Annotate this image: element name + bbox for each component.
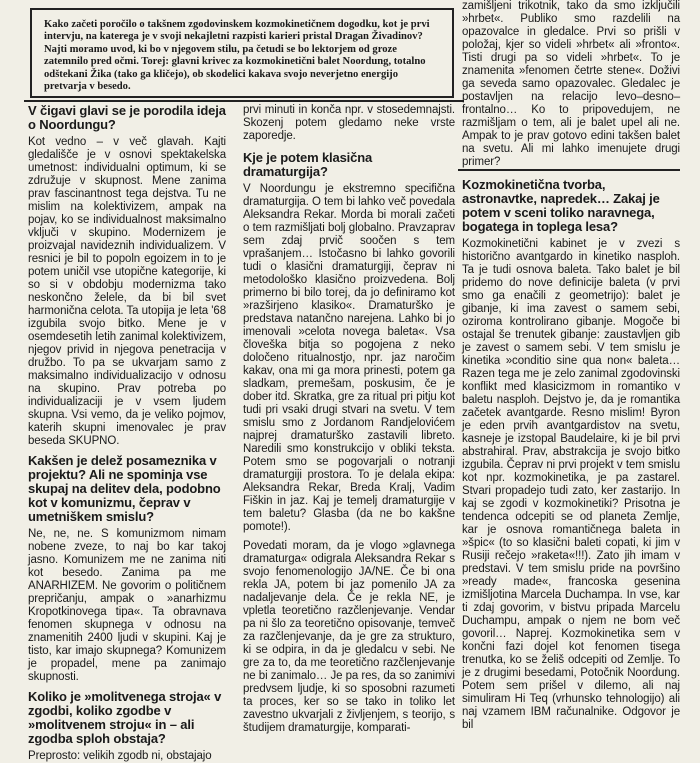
answer-3: Preprosto: velikih zgodb ni, obstajajo <box>28 750 212 762</box>
answer-5: Kozmokinetični kabinet je v zvezi s historično avantgardo in kinetiko nasploh. Ta je tudi osnova baleta. Tako balet je bil pridemo do nove definicije baleta (v prvi smo ga enačili z geometrijo): balet je gibanje, ki ima zavest o samem sebi, oziroma kontrolirano gibanje. Mogoče bi ostajal še trenutek gibanje: zaustavljen gib je zavest o samem sebi. V tem smislu je kinetika »conditio sine qua non« baleta… Razen tega me je zelo zanimal zgodovinski konflikt med klasicizmom in romantiko v baletu nasploh. Dejstvo je, da je romantika začetek avantgarde. Resno mislim! Byron je eden prvih avantgardistov na svetu, kasneje je izstopal Baudelaire, ki je bil prvi abstrahiral. Prav, abstrakcija je svojo bitko izgubila. Čeprav ni prvi projekt v tem smislu kot npr. kozmokinetika, je pa zastarel. Stvari propadejo tudi zato, ker zastarijo. In kaj se zgodi v kozmokinetiki? Prisotna je tendenca odcepiti se od planeta Zemlje, kar je osnova romantičnega baleta in »špic« (to so klasični baleti copati, ki jim v Rusiji rečejo »raketa«!!!). Zato jih imam v predstavi. V tem smislu pride na površino »ready made«, francoska gesenina izmišljotina Marcela Duchampa. In vse, kar ti zdaj govorim, v bistvu pripada Marcelu Duchampu, ampak o njem ne bom več govoril… Naprej. Kozmokinetika sem v končni fazi dojel kot fenomen tisega trenutka, ko se želiš odcepiti od Zemlje. To je z drugimi besedami, Potočnik Noordung. Potem sem prišel v dilemo, ali naj simuliram Hi Teq (vrhunsko tehnologijo) ali naj vzamem IBM računalnike. Odgovor je bil <box>462 238 680 731</box>
column-3-top: zamišljeni trikotnik, tako da smo izključili »hrbet«. Publiko smo razdelili na opazovalce in gledalce. Prvi so prišli v položaj, kjer so videli »hrbet« ali »fronto«. Tisti drugi pa so videli »hrbet«. To je znamenita »fenomen četrte stene«. Doživi ga seveda samo opazovalec. Gledalec je postavljen na relacijo levo–desno–frontalno… Ko to pripovedujem, ne razmišljam o tem, ali je balet upel ali ne. Ampak to je prav gotovo edini takšen balet na svetu. Ali mi lahko imenujete drugi primer? <box>462 0 680 168</box>
intro-text: Kako začeti poročilo o takšnem zgodovinskem kozmokinetičnem dogodku, kot je prvi intervju, na katerega je v svoji nekajletni razpisti karieri pristal Dragan Živadinov? Najti moramo uvod, ki bo v njegovem stilu, pa četudi se bo lektorjem od groze zatemnilo pred očmi. Torej: glavni krivec za kozmokinetični balet Noordung, totalno odštekani Žika (tako ga kličejo), ob skodelici kakava svojo neverjetno energijo pretvarja v besedo. <box>44 19 430 93</box>
question-3: Koliko je »molitvenega stroja« v zgodbi, koliko zgodbe v »molitvenem stroju« in – ali zgodba sploh obstaja? <box>28 689 222 746</box>
answer-4b: Povedati moram, da je vlogo »glavnega dramaturga« odigrala Aleksandra Rekar s svojo fenomenologijo JA/NE. Če bi ona rekla JA, potem bi jaz pomenilo JA za nadaljevanje dela. Če je rekla NE, je vpletla teoretično razčlenjevanje. Vendar pa ni šlo za teoretično opisovanje, temveč za razčlenjevanje, da je gre za strukturo, ki se odpira, in da je gledalcu v sebi. Ne gre za to, da me teoretično razčlenjevanje ne bi zanimalo… Je pa res, da so zanimivi predvsem ljudje, ki so sposobni razumeti ta proces, ker so se tako in toliko let zavestno ukvarjali z življenjem, s teorijo, s študijem dramaturgije, komparati- <box>243 540 455 734</box>
question-5: Kozmokinetična tvorba, astronavtke, napredek… Zakaj je potem v sceni toliko naravnega, bogatega in toplega lesa? <box>462 177 660 234</box>
column-3 <box>462 0 680 732</box>
column-2 <box>243 104 455 735</box>
question-2: Kakšen je delež posameznika v projektu? Ali ne spominja vse skupaj na delitev dela, podobno kot v komunizmu, čeprav v umetniškem smislu? <box>28 453 221 524</box>
answer-1: Kot vedno – v več glavah. Kajti gledališče je v osnovi spektakelska umetnost: individualni optimum, ki se združuje v skupnost. Mene zanima prav fascinantnost tega dejstva. Tu ne mislim na kolektivizem, ampak na pojav, ko se individualnost maksimalno vključi v skupino. Modernizem je proizvajal navideznih individualizem. V resnici je bil to popoln egoizem in to je potem uničil vse utopične kategorije, ki so si v obdobju modernizma tako neskončno želele, da bi bil svet harmonična celota. Ta utopija je leta '68 izgubila svojo bitko. Mene je v osemdesetih letih zanimal kolektivizem, njegov privid in njegova penetracija v družbo. To pa se ukvarjam samo z maksimalno individualizacijo v odnosu na skupino. Prav potreba po individualizaciji je v vsem ljudem skupna. Vsi vemo, da je veliko pojmov, katerih skupni imenovalec je prav beseda SKUPNO. <box>28 136 226 447</box>
divider-top <box>24 100 464 102</box>
divider-right <box>458 169 680 171</box>
question-4: Kje je potem klasična dramaturgija? <box>243 150 373 179</box>
column-2-top: prvi minuti in konča npr. v stosedemnajsti. Skozenj potem gledamo neke vrste zaporedje. <box>243 104 455 142</box>
column-1 <box>28 104 226 763</box>
intro-box <box>30 8 454 98</box>
question-1: V čigavi glavi se je porodila ideja o Noordungu? <box>28 103 226 132</box>
answer-2: Ne, ne, ne. S komunizmom nimam nobene zveze, to naj bo kar takoj jasno. Komunizem me ne zanima niti kot besedo. Zanima pa me ANARHIZEM. Ne govorim o političnem prepričanju, ampak o »anarhizmu Kropotkinovega tipa«. Ta obravnava fenomen skupnega v odnosu na znamenitih 2400 ljudi v skupini. Kaj je tisto, kar imajo skupnega? Komunizem je propadel, mene pa zanimajo skupnosti. <box>28 528 226 683</box>
answer-4a: V Noordungu je ekstremno specifična dramaturgija. O tem bi lahko več povedala Aleksandra Rekar. Morda bi morali začeti o tem razmišljati bolj globalno. Pravzaprav sem zdaj prvič soočen s tem vprašanjem… Istočasno bi lahko govorili tudi o klasični dramaturgiji, čeprav ni metodološko klasično proizvedena. Bolj primerno bi bilo torej, da jo definiramo kot »razširjeno klasiko«. Dramaturško je predstava natančno narejena. Lahko bi jo imenovali »celota novega baleta«. Vsa človeška bitja so pogojena z neko določeno ritualnostjo, npr. jaz naročim kakav, ona mi ga mora prinesti, potem ga sladkam, premešam, poskusim, če je dober itd. Skratka, gre za ritual pri pitju kot tudi pri vsaki drugi stvari na svetu. V tem smislu smo z Jordanom Randjelovićem najprej dramaturško zastavili libreto. Naredili smo konstrukcijo v obliki tekstа. Potem smo se pogovarjali o notranji dramaturgiji prostora. To je delala ekipa: Aleksandra Rekar, Breda Kralj, Vadim Fiškin in jaz. Kaj je temelj dramaturgije v tem baletu? Glasba (da ne bo kakšne pomote!). <box>243 183 455 533</box>
